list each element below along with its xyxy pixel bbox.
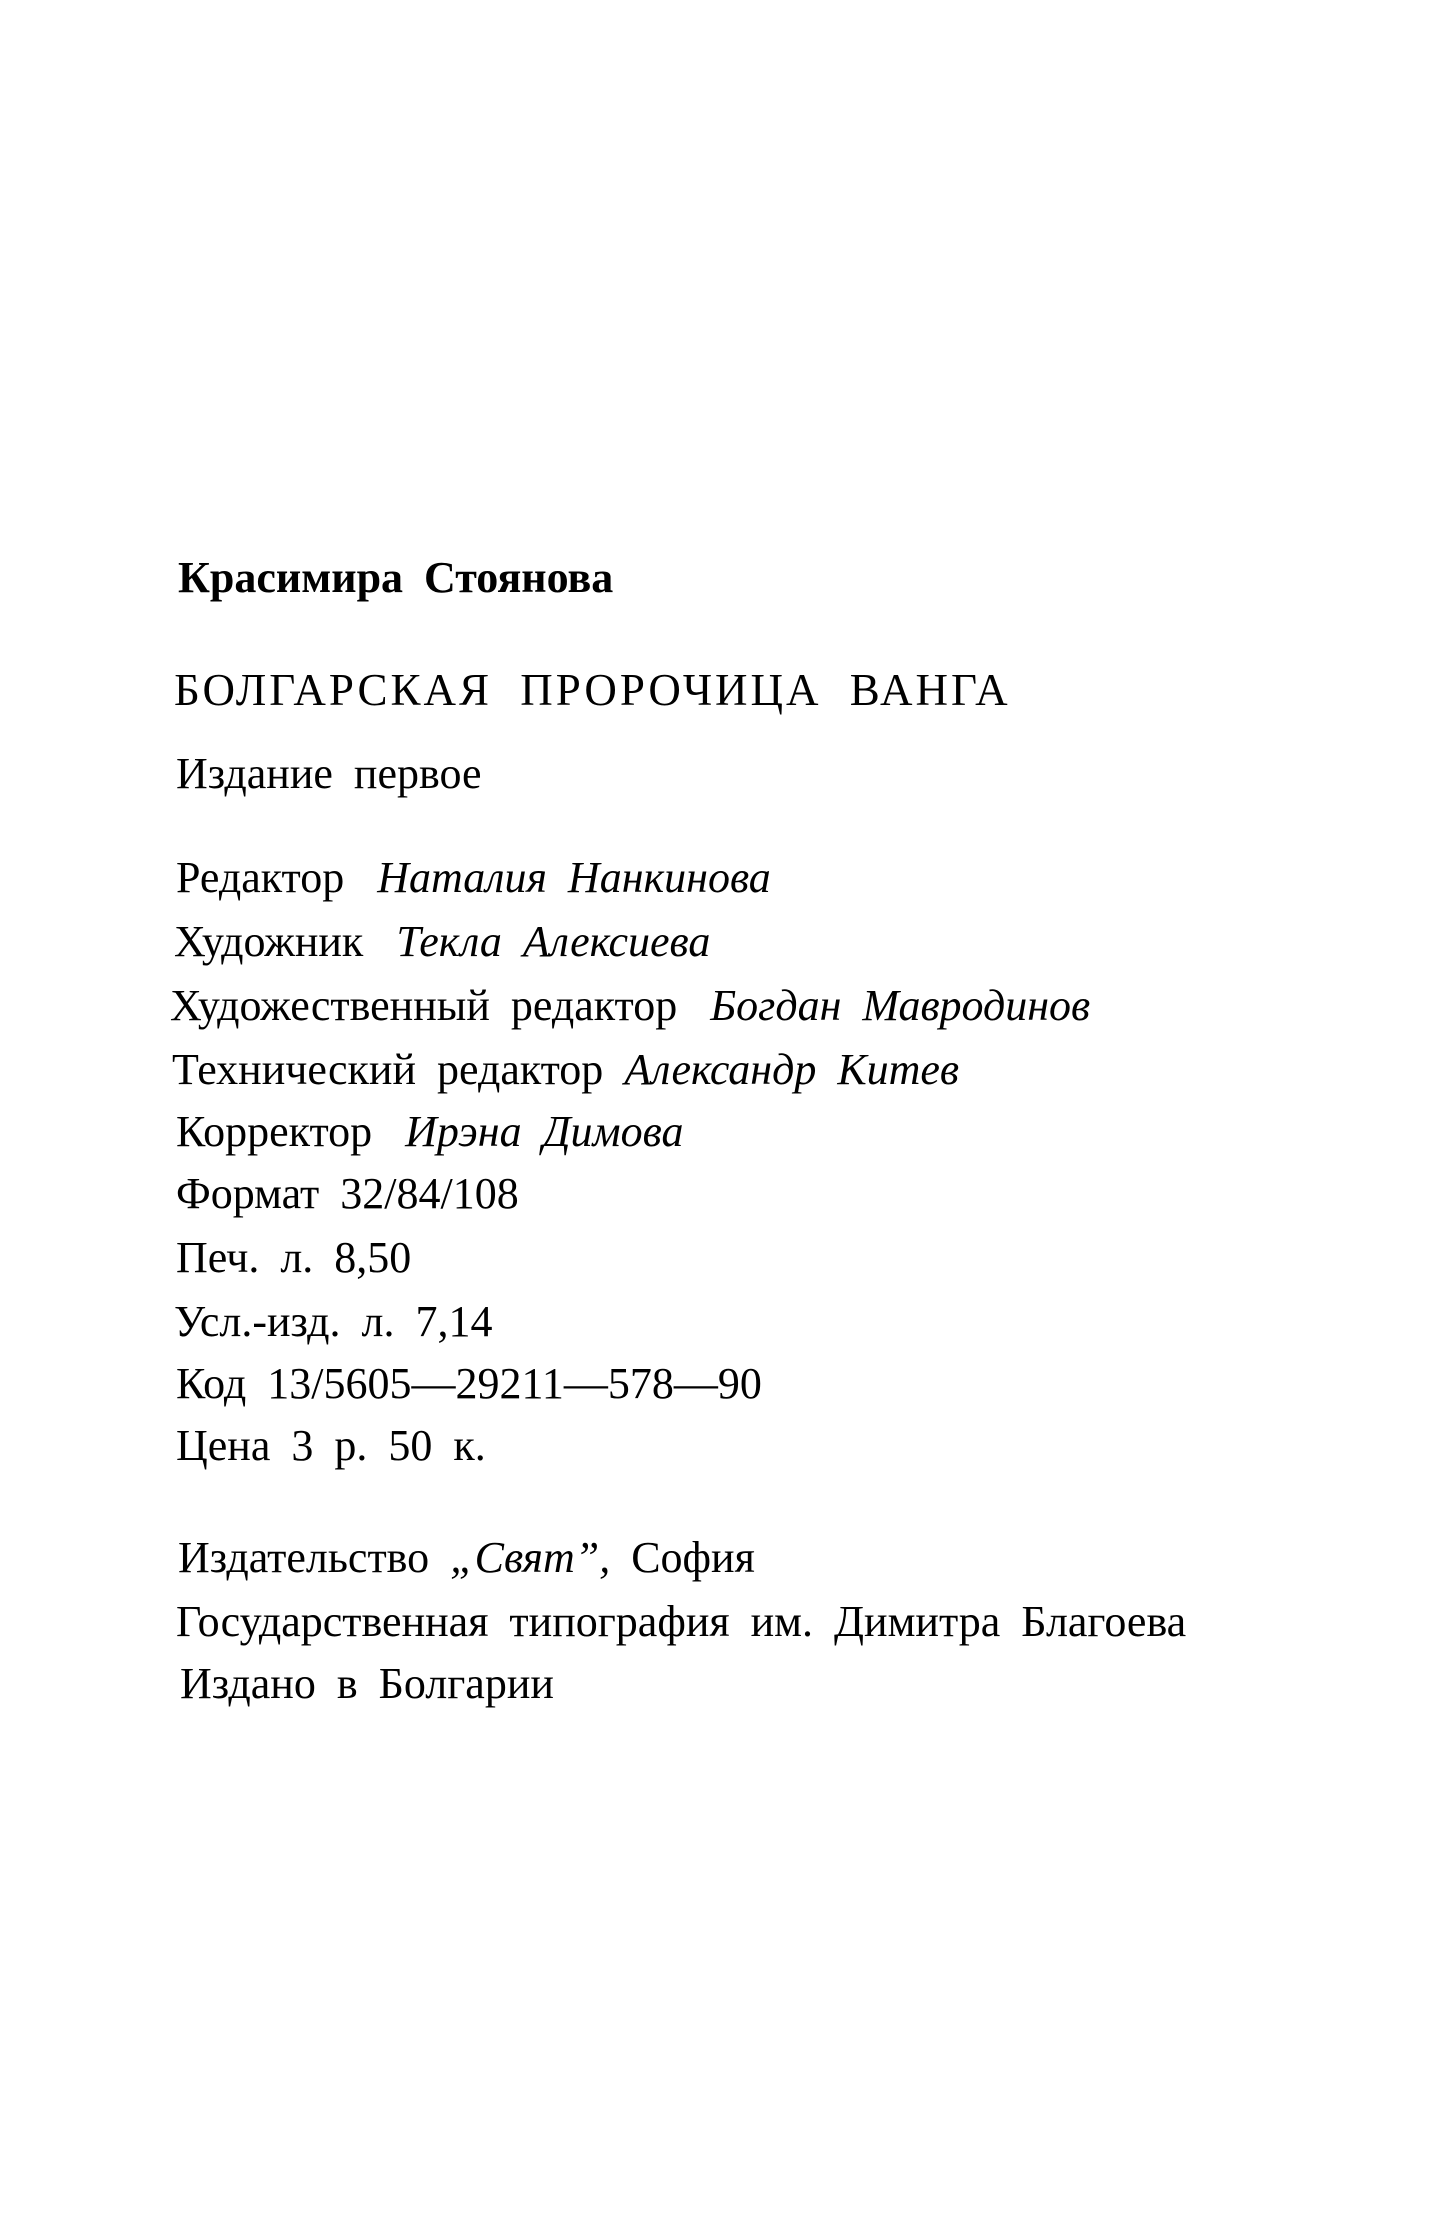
credit-art-editor <box>170 981 1091 1030</box>
credit-role: Редактор <box>176 853 345 902</box>
credit-role: Технический редактор <box>172 1045 604 1094</box>
print-sheets-line: Печ. л. 8,50 <box>176 1233 412 1282</box>
credit-tech-editor <box>172 1045 960 1094</box>
publisher-sheets-line: Усл.-изд. л. 7,14 <box>174 1297 493 1346</box>
author-name: Красимира Стоянова <box>178 553 614 602</box>
credit-name: Ирэна Димова <box>405 1107 684 1156</box>
format-line: Формат 32/84/108 <box>176 1169 519 1218</box>
credit-name: Богдан Мавродинов <box>710 981 1091 1030</box>
printed-in-line: Издано в Болгарии <box>180 1659 554 1708</box>
credit-name: Текла Алексиева <box>396 917 711 966</box>
credit-role: Художник <box>174 917 364 966</box>
credit-name: Наталия Нанкинова <box>377 853 771 902</box>
price-line: Цена 3 р. 50 к. <box>176 1421 486 1470</box>
publisher-city: София <box>631 1533 755 1582</box>
credit-artist <box>174 917 711 966</box>
credit-name: Александр Китев <box>624 1045 960 1094</box>
credit-editor <box>176 853 771 902</box>
printer-line: Государственная типография им. Димитра Благоева <box>176 1597 1187 1646</box>
book-title: БОЛГАРСКАЯ ПРОРОЧИЦА ВАНГА <box>174 665 1011 715</box>
credit-proofreader <box>176 1107 684 1156</box>
publisher-prefix: Издательство <box>178 1533 430 1582</box>
publisher-line <box>178 1533 755 1582</box>
publisher-name: „Свят”, <box>450 1533 611 1582</box>
edition-line: Издание первое <box>176 749 482 798</box>
credit-role: Художественный редактор <box>170 981 678 1030</box>
code-line: Код 13/5605—29211—578—90 <box>176 1359 762 1408</box>
credit-role: Корректор <box>176 1107 373 1156</box>
